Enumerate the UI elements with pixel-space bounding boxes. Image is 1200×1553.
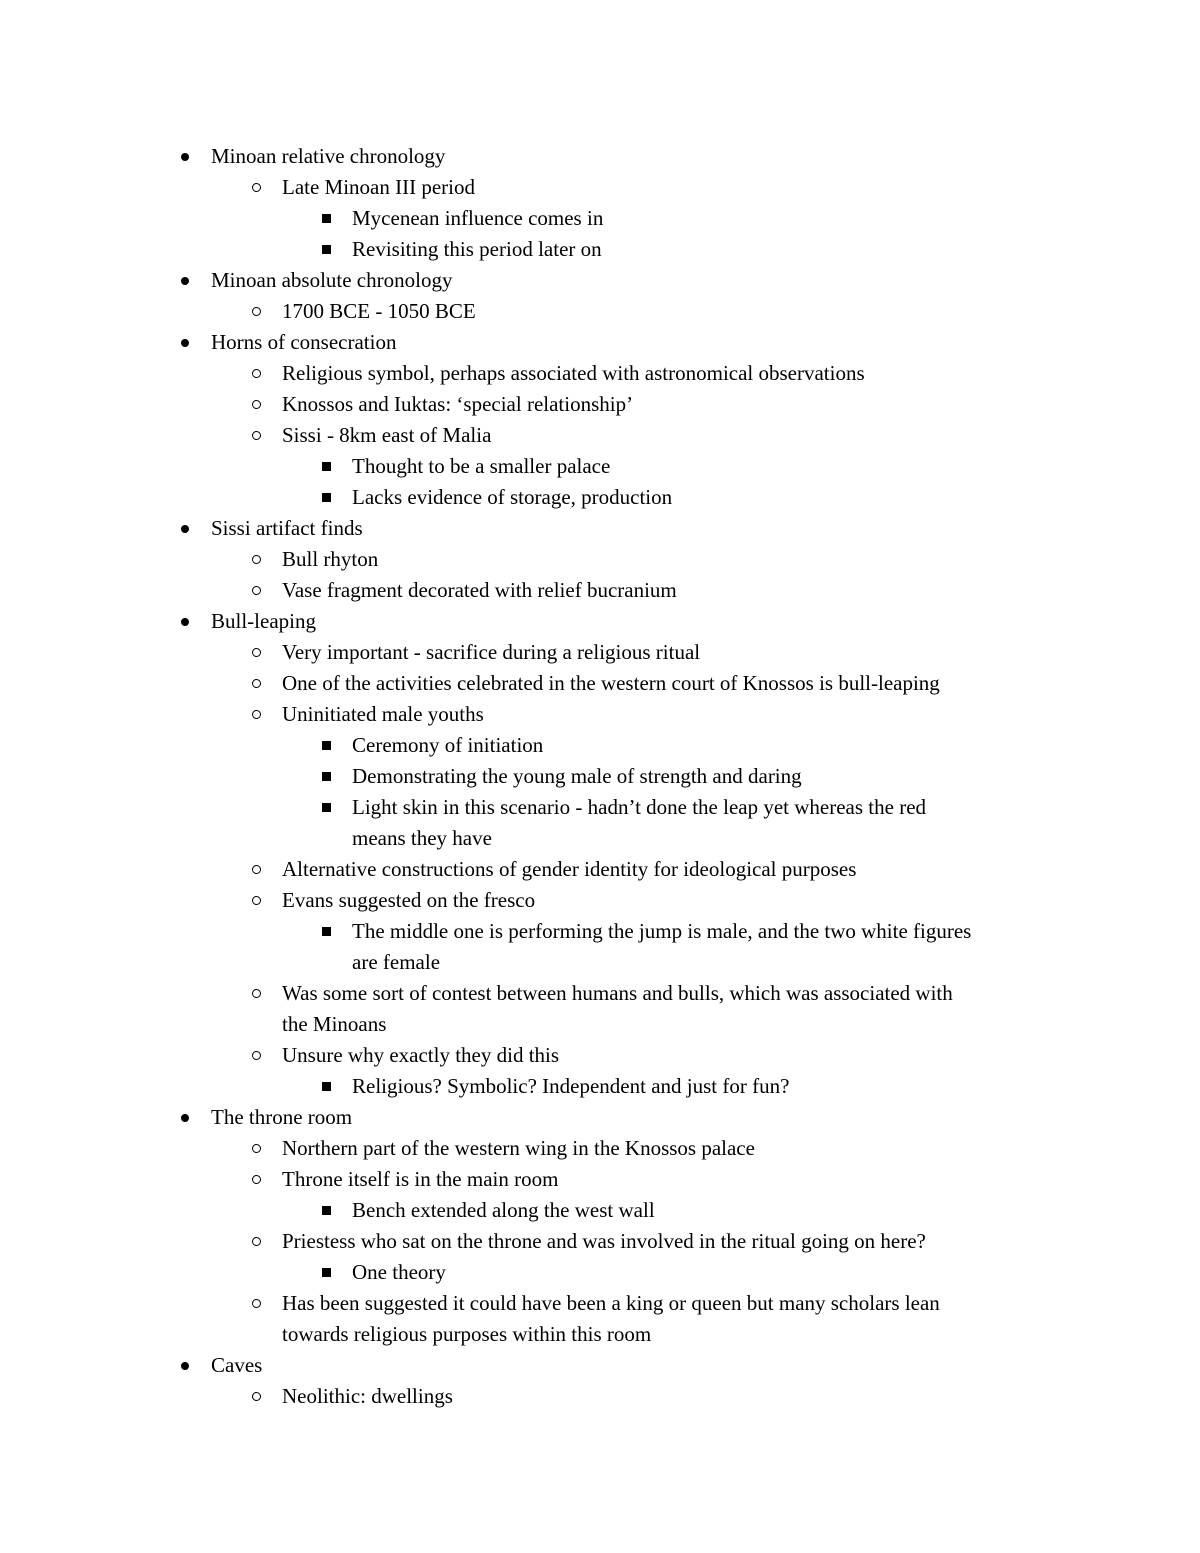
list-item-text: Vase fragment decorated with relief bucranium bbox=[282, 578, 677, 602]
hollow-circle-bullet-icon bbox=[249, 296, 263, 327]
hollow-circle-bullet-icon bbox=[249, 575, 263, 606]
list-item-text: Has been suggested it could have been a king or queen but many scholars lean bbox=[282, 1291, 940, 1315]
list-item bbox=[0, 513, 1200, 544]
list-item-text: Was some sort of contest between humans and bulls, which was associated with bbox=[282, 981, 953, 1005]
list-item bbox=[0, 885, 1200, 916]
hollow-circle-bullet-icon bbox=[249, 1164, 263, 1195]
hollow-circle-bullet-icon bbox=[249, 978, 263, 1009]
list-item-text: Sissi artifact finds bbox=[211, 516, 363, 540]
list-item bbox=[0, 358, 1200, 389]
square-bullet-icon bbox=[319, 792, 333, 823]
list-item bbox=[0, 761, 1200, 792]
hollow-circle-bullet-icon bbox=[249, 854, 263, 885]
square-bullet-icon bbox=[319, 482, 333, 513]
list-item bbox=[0, 327, 1200, 358]
hollow-circle-bullet-icon bbox=[249, 1226, 263, 1257]
square-bullet-icon bbox=[319, 1257, 333, 1288]
list-item bbox=[0, 172, 1200, 203]
hollow-circle-bullet-icon bbox=[249, 885, 263, 916]
list-item bbox=[0, 792, 1200, 823]
filled-circle-bullet-icon bbox=[178, 1350, 192, 1381]
list-item bbox=[0, 141, 1200, 172]
square-bullet-icon bbox=[319, 1195, 333, 1226]
list-item-continuation bbox=[0, 947, 1200, 978]
hollow-circle-bullet-icon bbox=[249, 1133, 263, 1164]
list-item-text: Bull rhyton bbox=[282, 547, 379, 571]
notes-document bbox=[0, 141, 1200, 1412]
square-bullet-icon bbox=[319, 761, 333, 792]
hollow-circle-bullet-icon bbox=[249, 1040, 263, 1071]
hollow-circle-bullet-icon bbox=[249, 420, 263, 451]
list-item-text-continued: are female bbox=[352, 950, 441, 974]
list-item-text: Bull-leaping bbox=[211, 609, 316, 633]
list-item bbox=[0, 1226, 1200, 1257]
list-item-text: Ceremony of initiation bbox=[352, 733, 544, 757]
list-item-text: The middle one is performing the jump is male, and the two white figures bbox=[352, 919, 972, 943]
list-item bbox=[0, 730, 1200, 761]
list-item-text: Very important - sacrifice during a religious ritual bbox=[282, 640, 701, 664]
list-item-text: Priestess who sat on the throne and was involved in the ritual going on here? bbox=[282, 1229, 926, 1253]
list-item bbox=[0, 203, 1200, 234]
hollow-circle-bullet-icon bbox=[249, 1381, 263, 1412]
list-item bbox=[0, 978, 1200, 1009]
list-item bbox=[0, 606, 1200, 637]
list-item bbox=[0, 1164, 1200, 1195]
list-item-text: Neolithic: dwellings bbox=[282, 1384, 453, 1408]
list-item-text: Bench extended along the west wall bbox=[352, 1198, 655, 1222]
list-item-text-continued: the Minoans bbox=[282, 1012, 387, 1036]
list-item-text: Revisiting this period later on bbox=[352, 237, 602, 261]
list-item-text: Religious? Symbolic? Independent and just for fun? bbox=[352, 1074, 790, 1098]
hollow-circle-bullet-icon bbox=[249, 389, 263, 420]
square-bullet-icon bbox=[319, 451, 333, 482]
list-item-text: Mycenean influence comes in bbox=[352, 206, 604, 230]
hollow-circle-bullet-icon bbox=[249, 358, 263, 389]
list-item-text: Throne itself is in the main room bbox=[282, 1167, 559, 1191]
hollow-circle-bullet-icon bbox=[249, 637, 263, 668]
list-item bbox=[0, 1381, 1200, 1412]
list-item-text: 1700 BCE - 1050 BCE bbox=[282, 299, 476, 323]
list-item-text: Horns of consecration bbox=[211, 330, 397, 354]
list-item bbox=[0, 482, 1200, 513]
list-item bbox=[0, 575, 1200, 606]
list-item-text: Knossos and Iuktas: ‘special relationship’ bbox=[282, 392, 634, 416]
list-item-text: Light skin in this scenario - hadn’t done the leap yet whereas the red bbox=[352, 795, 927, 819]
hollow-circle-bullet-icon bbox=[249, 668, 263, 699]
list-item-text: Lacks evidence of storage, production bbox=[352, 485, 673, 509]
list-item bbox=[0, 296, 1200, 327]
list-item bbox=[0, 1195, 1200, 1226]
list-item-continuation bbox=[0, 1319, 1200, 1350]
list-item-text: Minoan relative chronology bbox=[211, 144, 446, 168]
square-bullet-icon bbox=[319, 730, 333, 761]
list-item bbox=[0, 234, 1200, 265]
list-item-text: The throne room bbox=[211, 1105, 353, 1129]
list-item-text: Evans suggested on the fresco bbox=[282, 888, 536, 912]
list-item-text: Religious symbol, perhaps associated with astronomical observations bbox=[282, 361, 865, 385]
hollow-circle-bullet-icon bbox=[249, 544, 263, 575]
list-item bbox=[0, 1350, 1200, 1381]
list-item-text: Demonstrating the young male of strength and daring bbox=[352, 764, 802, 788]
list-item-continuation bbox=[0, 1009, 1200, 1040]
list-item-text: Northern part of the western wing in the Knossos palace bbox=[282, 1136, 755, 1160]
list-item-text-continued: towards religious purposes within this room bbox=[282, 1322, 652, 1346]
square-bullet-icon bbox=[319, 234, 333, 265]
list-item bbox=[0, 265, 1200, 296]
hollow-circle-bullet-icon bbox=[249, 1288, 263, 1319]
filled-circle-bullet-icon bbox=[178, 141, 192, 172]
square-bullet-icon bbox=[319, 203, 333, 234]
list-item bbox=[0, 854, 1200, 885]
list-item bbox=[0, 1288, 1200, 1319]
list-item bbox=[0, 451, 1200, 482]
list-item-text: Unsure why exactly they did this bbox=[282, 1043, 560, 1067]
list-item-text-continued: means they have bbox=[352, 826, 492, 850]
list-item-text: One theory bbox=[352, 1260, 446, 1284]
list-item-text: Caves bbox=[211, 1353, 263, 1377]
list-item-text: Alternative constructions of gender identity for ideological purposes bbox=[282, 857, 857, 881]
list-item bbox=[0, 699, 1200, 730]
list-item bbox=[0, 668, 1200, 699]
filled-circle-bullet-icon bbox=[178, 513, 192, 544]
list-item-continuation bbox=[0, 823, 1200, 854]
list-item bbox=[0, 544, 1200, 575]
list-item bbox=[0, 637, 1200, 668]
hollow-circle-bullet-icon bbox=[249, 699, 263, 730]
filled-circle-bullet-icon bbox=[178, 606, 192, 637]
hollow-circle-bullet-icon bbox=[249, 172, 263, 203]
list-item bbox=[0, 916, 1200, 947]
list-item bbox=[0, 1102, 1200, 1133]
list-item-text: Thought to be a smaller palace bbox=[352, 454, 611, 478]
list-item-text: Minoan absolute chronology bbox=[211, 268, 453, 292]
square-bullet-icon bbox=[319, 916, 333, 947]
list-item-text: One of the activities celebrated in the western court of Knossos is bull-leaping bbox=[282, 671, 940, 695]
list-item bbox=[0, 389, 1200, 420]
filled-circle-bullet-icon bbox=[178, 327, 192, 358]
list-item-text: Sissi - 8km east of Malia bbox=[282, 423, 492, 447]
list-item-text: Uninitiated male youths bbox=[282, 702, 484, 726]
list-item bbox=[0, 1071, 1200, 1102]
list-item-text: Late Minoan III period bbox=[282, 175, 476, 199]
list-item bbox=[0, 420, 1200, 451]
list-item bbox=[0, 1040, 1200, 1071]
list-item bbox=[0, 1133, 1200, 1164]
list-item bbox=[0, 1257, 1200, 1288]
filled-circle-bullet-icon bbox=[178, 265, 192, 296]
square-bullet-icon bbox=[319, 1071, 333, 1102]
filled-circle-bullet-icon bbox=[178, 1102, 192, 1133]
